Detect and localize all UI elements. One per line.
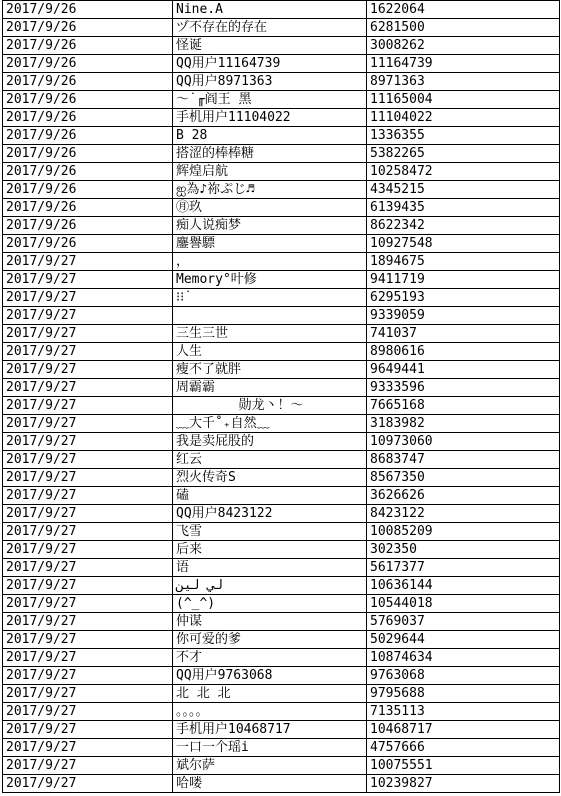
date-cell: 2017/9/27 xyxy=(3,289,173,307)
name-cell: 仲谋 xyxy=(173,613,367,631)
date-cell: 2017/9/27 xyxy=(3,379,173,397)
name-cell: 我是卖屁股的 xyxy=(173,433,367,451)
date-cell: 2017/9/27 xyxy=(3,775,173,793)
date-cell: 2017/9/27 xyxy=(3,721,173,739)
name-cell: لي لين xyxy=(173,577,367,595)
date-cell: 2017/9/27 xyxy=(3,415,173,433)
table-row xyxy=(3,73,560,91)
name-cell: 手机用户10468717 xyxy=(173,721,367,739)
date-cell: 2017/9/26 xyxy=(3,181,173,199)
name-cell: Memory°叶修 xyxy=(173,271,367,289)
name-cell: 斌尔萨 xyxy=(173,757,367,775)
date-cell: 2017/9/27 xyxy=(3,703,173,721)
id-cell: 10085209 xyxy=(367,523,560,541)
id-cell: 9411719 xyxy=(367,271,560,289)
date-cell: 2017/9/26 xyxy=(3,55,173,73)
name-cell: 北 北 北 xyxy=(173,685,367,703)
table-row xyxy=(3,55,560,73)
date-cell: 2017/9/27 xyxy=(3,469,173,487)
id-cell: 7665168 xyxy=(367,397,560,415)
table-row xyxy=(3,379,560,397)
date-cell: 2017/9/27 xyxy=(3,505,173,523)
date-cell: 2017/9/26 xyxy=(3,145,173,163)
date-cell: 2017/9/27 xyxy=(3,433,173,451)
date-cell: 2017/9/27 xyxy=(3,613,173,631)
date-cell: 2017/9/27 xyxy=(3,361,173,379)
table-row xyxy=(3,487,560,505)
table-row xyxy=(3,613,560,631)
id-cell: 3008262 xyxy=(367,37,560,55)
table-row xyxy=(3,415,560,433)
name-cell: 磕 xyxy=(173,487,367,505)
table-row xyxy=(3,271,560,289)
table-row xyxy=(3,127,560,145)
table-row xyxy=(3,631,560,649)
id-cell: 6139435 xyxy=(367,199,560,217)
name-cell: QQ用户9763068 xyxy=(173,667,367,685)
id-cell: 9795688 xyxy=(367,685,560,703)
id-cell: 302350 xyxy=(367,541,560,559)
table-row xyxy=(3,343,560,361)
table-row xyxy=(3,577,560,595)
name-cell: QQ用户8423122 xyxy=(173,505,367,523)
table-row xyxy=(3,1,560,19)
name-cell: 语 xyxy=(173,559,367,577)
table-row xyxy=(3,253,560,271)
table-row xyxy=(3,721,560,739)
id-cell: 10075551 xyxy=(367,757,560,775)
table-row xyxy=(3,361,560,379)
table-row xyxy=(3,469,560,487)
table-row xyxy=(3,739,560,757)
name-cell: ஐ為♪祢ぷじ♬ xyxy=(173,181,367,199)
name-cell: ⁝⁝˙ xyxy=(173,289,367,307)
table-row xyxy=(3,91,560,109)
name-cell: 勋龙丶！～ xyxy=(173,397,367,415)
date-cell: 2017/9/27 xyxy=(3,451,173,469)
date-cell: 2017/9/26 xyxy=(3,19,173,37)
date-cell: 2017/9/27 xyxy=(3,559,173,577)
id-cell: 1336355 xyxy=(367,127,560,145)
name-cell: 后来 xyxy=(173,541,367,559)
date-cell: 2017/9/26 xyxy=(3,37,173,55)
table-row xyxy=(3,145,560,163)
table-row xyxy=(3,397,560,415)
date-cell: 2017/9/27 xyxy=(3,253,173,271)
table-row xyxy=(3,595,560,613)
id-cell: 8567350 xyxy=(367,469,560,487)
name-cell: QQ用户11164739 xyxy=(173,55,367,73)
id-cell: 11165004 xyxy=(367,91,560,109)
date-cell: 2017/9/26 xyxy=(3,235,173,253)
table-row xyxy=(3,163,560,181)
name-cell: 痴人说痴梦 xyxy=(173,217,367,235)
date-cell: 2017/9/26 xyxy=(3,217,173,235)
id-cell: 5769037 xyxy=(367,613,560,631)
id-cell: 9339059 xyxy=(367,307,560,325)
date-cell: 2017/9/27 xyxy=(3,487,173,505)
name-cell: 不才 xyxy=(173,649,367,667)
id-cell: 1894675 xyxy=(367,253,560,271)
table-row xyxy=(3,325,560,343)
id-cell: 6281500 xyxy=(367,19,560,37)
id-cell: 5382265 xyxy=(367,145,560,163)
date-cell: 2017/9/27 xyxy=(3,667,173,685)
id-cell: 10973060 xyxy=(367,433,560,451)
table-row xyxy=(3,217,560,235)
name-cell: 三生三世 xyxy=(173,325,367,343)
id-cell: 9649441 xyxy=(367,361,560,379)
id-cell: 8971363 xyxy=(367,73,560,91)
table-row xyxy=(3,37,560,55)
id-cell: 6295193 xyxy=(367,289,560,307)
date-cell: 2017/9/27 xyxy=(3,577,173,595)
id-cell: 3626626 xyxy=(367,487,560,505)
table-row xyxy=(3,433,560,451)
date-cell: 2017/9/26 xyxy=(3,1,173,19)
name-cell: ﹏大千˚₊自然﹏ xyxy=(173,415,367,433)
table-row xyxy=(3,523,560,541)
id-cell: 10239827 xyxy=(367,775,560,793)
date-cell: 2017/9/26 xyxy=(3,199,173,217)
table-row xyxy=(3,199,560,217)
table-row xyxy=(3,685,560,703)
id-cell: 7135113 xyxy=(367,703,560,721)
id-cell: 8622342 xyxy=(367,217,560,235)
id-cell: 10927548 xyxy=(367,235,560,253)
table-row xyxy=(3,703,560,721)
id-cell: 3183982 xyxy=(367,415,560,433)
date-cell: 2017/9/27 xyxy=(3,325,173,343)
name-cell: ～˙╓阎王 黑 xyxy=(173,91,367,109)
table-row xyxy=(3,235,560,253)
name-cell: 手机用户11104022 xyxy=(173,109,367,127)
id-cell: 10636144 xyxy=(367,577,560,595)
name-cell: 烈火传奇S xyxy=(173,469,367,487)
data-table xyxy=(2,0,560,793)
table-row xyxy=(3,181,560,199)
id-cell: 8683747 xyxy=(367,451,560,469)
id-cell: 8980616 xyxy=(367,343,560,361)
table-row xyxy=(3,559,560,577)
date-cell: 2017/9/27 xyxy=(3,649,173,667)
name-cell: QQ用户8971363 xyxy=(173,73,367,91)
table-row xyxy=(3,289,560,307)
table-row xyxy=(3,307,560,325)
name-cell: 鏖譽驃 xyxy=(173,235,367,253)
name-cell: 。。。。 xyxy=(173,703,367,721)
name-cell: 哈喽 xyxy=(173,775,367,793)
id-cell: 5617377 xyxy=(367,559,560,577)
name-cell: ㊊玖 xyxy=(173,199,367,217)
name-cell: (^_^) xyxy=(173,595,367,613)
date-cell: 2017/9/27 xyxy=(3,631,173,649)
id-cell: 11104022 xyxy=(367,109,560,127)
id-cell: 741037 xyxy=(367,325,560,343)
date-cell: 2017/9/27 xyxy=(3,523,173,541)
table-row xyxy=(3,541,560,559)
name-cell: B 28 xyxy=(173,127,367,145)
name-cell: ヅ不存在的存在 xyxy=(173,19,367,37)
name-cell: Nine.A xyxy=(173,1,367,19)
table-row xyxy=(3,667,560,685)
id-cell: 9333596 xyxy=(367,379,560,397)
date-cell: 2017/9/27 xyxy=(3,757,173,775)
name-cell: 怪诞 xyxy=(173,37,367,55)
table-row xyxy=(3,19,560,37)
name-cell: 瘦不了就胖 xyxy=(173,361,367,379)
name-cell: 辉煌启航 xyxy=(173,163,367,181)
table-row xyxy=(3,757,560,775)
table-row xyxy=(3,649,560,667)
date-cell: 2017/9/26 xyxy=(3,127,173,145)
name-cell: 一口一个瑶i xyxy=(173,739,367,757)
date-cell: 2017/9/27 xyxy=(3,343,173,361)
id-cell: 10258472 xyxy=(367,163,560,181)
id-cell: 1622064 xyxy=(367,1,560,19)
name-cell: 你可爱的爹 xyxy=(173,631,367,649)
table-body xyxy=(3,1,560,793)
date-cell: 2017/9/26 xyxy=(3,73,173,91)
table-row xyxy=(3,109,560,127)
date-cell: 2017/9/26 xyxy=(3,91,173,109)
id-cell: 5029644 xyxy=(367,631,560,649)
id-cell: 4757666 xyxy=(367,739,560,757)
id-cell: 10468717 xyxy=(367,721,560,739)
id-cell: 9763068 xyxy=(367,667,560,685)
table-row xyxy=(3,775,560,793)
id-cell: 4345215 xyxy=(367,181,560,199)
date-cell: 2017/9/27 xyxy=(3,307,173,325)
name-cell: ， xyxy=(173,253,367,271)
date-cell: 2017/9/27 xyxy=(3,595,173,613)
date-cell: 2017/9/27 xyxy=(3,739,173,757)
date-cell: 2017/9/27 xyxy=(3,541,173,559)
name-cell: 红云 xyxy=(173,451,367,469)
name-cell: 周霸霸 xyxy=(173,379,367,397)
date-cell: 2017/9/27 xyxy=(3,685,173,703)
date-cell: 2017/9/27 xyxy=(3,397,173,415)
name-cell: 搭涩的棒棒糖 xyxy=(173,145,367,163)
table-row xyxy=(3,505,560,523)
name-cell: 飞雪 xyxy=(173,523,367,541)
id-cell: 10874634 xyxy=(367,649,560,667)
date-cell: 2017/9/26 xyxy=(3,163,173,181)
date-cell: 2017/9/27 xyxy=(3,271,173,289)
date-cell: 2017/9/26 xyxy=(3,109,173,127)
name-cell xyxy=(173,307,367,325)
name-cell: 人生 xyxy=(173,343,367,361)
id-cell: 11164739 xyxy=(367,55,560,73)
table-row xyxy=(3,451,560,469)
id-cell: 8423122 xyxy=(367,505,560,523)
id-cell: 10544018 xyxy=(367,595,560,613)
